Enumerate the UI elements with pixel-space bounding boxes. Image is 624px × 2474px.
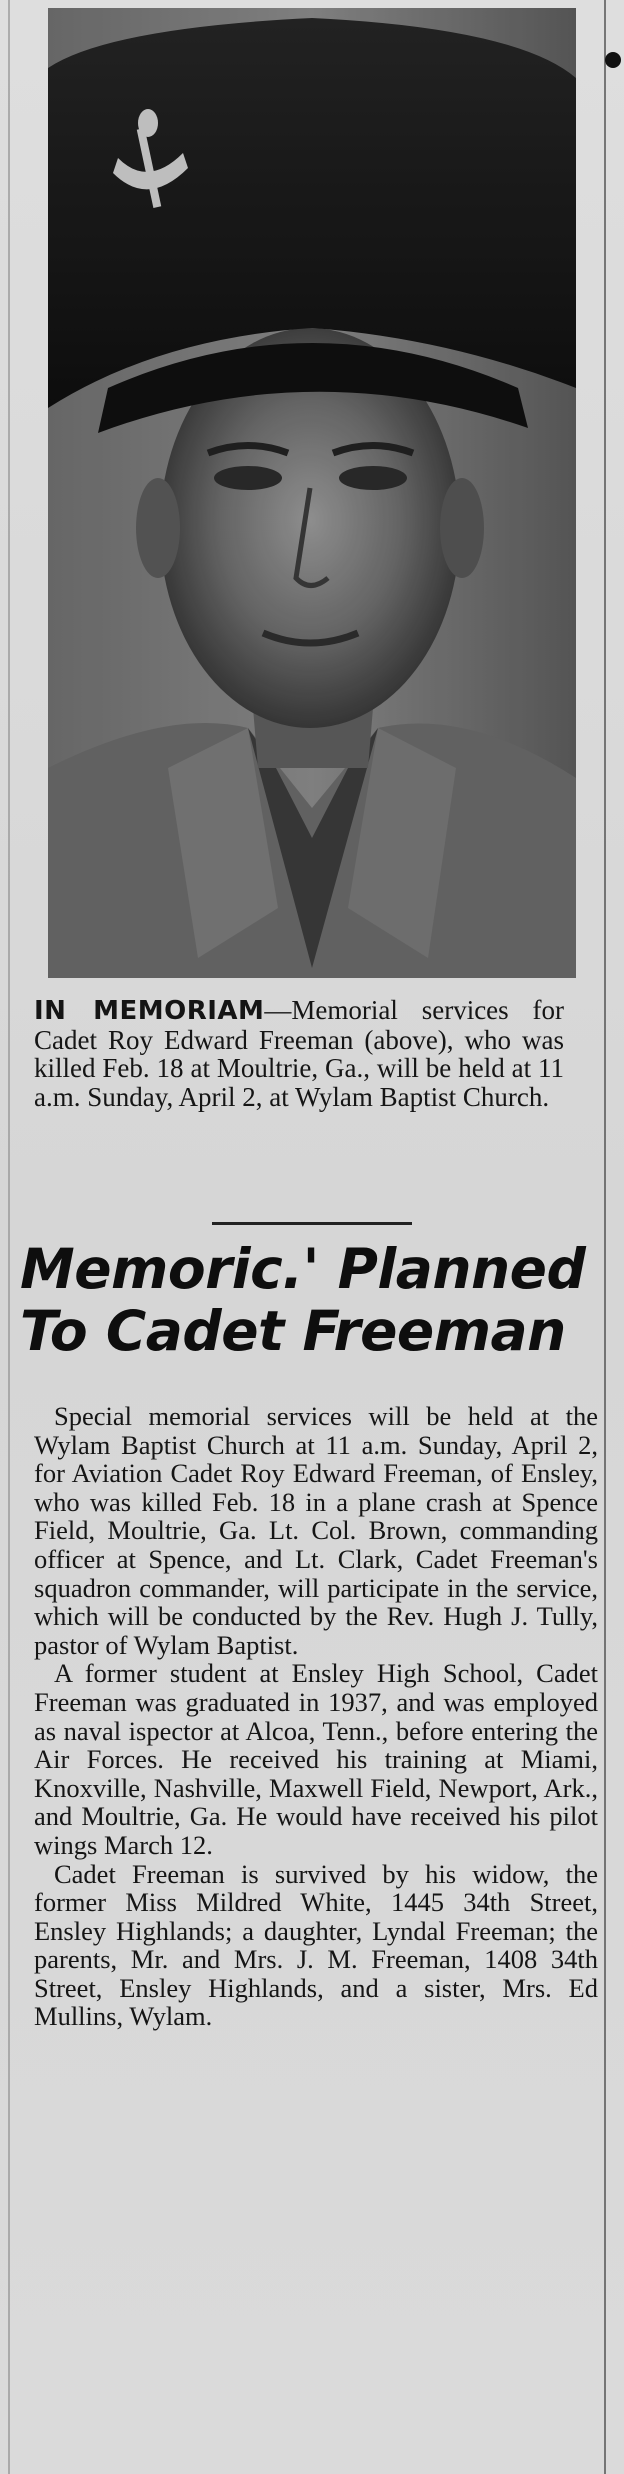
caption-text: —Memorial services for Cadet Roy Edward Freeman (above), who was killed Feb. 18 at Moultrie, Ga., will be held at 11 a.m. Sunday, April 2, at Wylam Baptist Church. — [34, 995, 564, 1112]
cadet-portrait-photo — [48, 8, 576, 978]
headline — [20, 1238, 610, 1362]
article-paragraph-3: Cadet Freeman is survived by his widow, the former Miss Mildred White, 1445 34th Street, Ensley Highlands; a daughter, Lyndal Freeman; the parents, Mr. and Mrs. J. M. Freeman, 1408 34th Street, Ensley Highlands, and a sister, Mrs. Ed Mullins, Wylam. — [34, 1858, 598, 2032]
section-divider — [212, 1222, 412, 1225]
article-body — [34, 1402, 598, 2031]
ink-dot — [605, 52, 621, 68]
article-paragraph-2: A former student at Ensley High School, Cadet Freeman was graduated in 1937, and was employed as naval ispector at Alcoa, Tenn., before entering the Air Forces. He received his training at Miami, Knoxville, Nashville, Maxwell Field, Newport, Ark., and Moultrie, Ga. He would have received his pilot wings March 12. — [34, 1658, 598, 1860]
headline-line-2: To Cadet Freeman — [20, 1299, 566, 1363]
column-rule-left — [8, 0, 10, 2474]
column-rule-right — [604, 0, 606, 2474]
headline-line-1: Memoric.' Planned — [20, 1237, 586, 1301]
article-paragraph-1: Special memorial services will be held at the Wylam Baptist Church at 11 a.m. Sunday, April 2, for Aviation Cadet Roy Edward Freeman, of Ensley, who was killed Feb. 18 in a plane crash at Spence Field, Moultrie, Ga. Lt. Col. Brown, commanding officer at Spence, and Lt. Clark, Cadet Freeman's squadron commander, will participate in the service, which will be conducted by the Rev. Hugh J. Tully, pastor of Wylam Baptist. — [34, 1401, 598, 1660]
caption-lead: IN MEMORIAM — [34, 996, 265, 1026]
photo-caption — [34, 996, 564, 1111]
